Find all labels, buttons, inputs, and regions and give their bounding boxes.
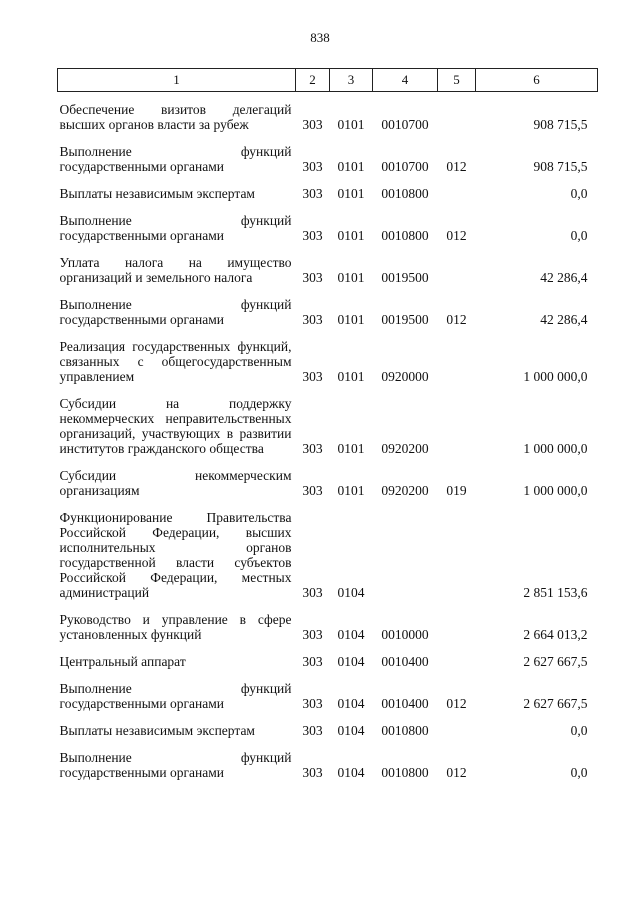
row-col-3: 0101 [337, 270, 365, 285]
row-col-3: 0104 [337, 585, 365, 600]
table-row [58, 243, 598, 285]
row-col-5: 012 [446, 312, 467, 327]
row-amount: 1 000 000,0 [523, 369, 588, 384]
row-col-4: 0019500 [381, 270, 429, 285]
row-amount: 1 000 000,0 [523, 441, 588, 456]
row-name: Выполнение функций государственными органами [59, 144, 292, 174]
row-col-5 [438, 600, 476, 642]
row-col-2: 303 [302, 696, 323, 711]
row-name: Выполнение функций государственными органами [59, 213, 292, 243]
row-col-4: 0920000 [381, 369, 429, 384]
row-name: Реализация государственных функций, связанных с общегосударственным управлением [59, 339, 292, 384]
row-col-5 [438, 498, 476, 600]
row-col-2: 303 [302, 654, 323, 669]
row-name: Выполнение функций государственными органами [59, 297, 292, 327]
row-col-2: 303 [302, 627, 323, 642]
table-row [58, 132, 598, 174]
row-col-3: 0101 [337, 441, 365, 456]
row-col-5 [438, 327, 476, 384]
table-row [58, 201, 598, 243]
row-col-2: 303 [302, 483, 323, 498]
row-col-2: 303 [302, 312, 323, 327]
header-col-4: 4 [373, 69, 438, 92]
row-col-3: 0101 [337, 369, 365, 384]
row-col-5 [438, 92, 476, 133]
table-row [58, 600, 598, 642]
page-number: 838 [310, 30, 330, 45]
row-col-5 [438, 642, 476, 669]
row-amount: 2 851 153,6 [523, 585, 588, 600]
row-col-2: 303 [302, 441, 323, 456]
row-col-5: 019 [446, 483, 467, 498]
row-col-2: 303 [302, 228, 323, 243]
row-amount: 0,0 [570, 228, 588, 243]
row-col-3: 0104 [337, 723, 365, 738]
row-col-4: 0920200 [381, 441, 429, 456]
row-amount: 0,0 [570, 723, 588, 738]
row-amount: 2 664 013,2 [523, 627, 588, 642]
row-col-4: 0010000 [381, 627, 429, 642]
row-col-5 [438, 711, 476, 738]
row-col-2: 303 [302, 117, 323, 132]
table-header [58, 69, 598, 92]
row-col-4: 0019500 [381, 312, 429, 327]
header-col-5: 5 [438, 69, 476, 92]
row-amount: 2 627 667,5 [523, 696, 588, 711]
table-row [58, 456, 598, 498]
row-col-4: 0010400 [381, 696, 429, 711]
table-row [58, 285, 598, 327]
table-row [58, 642, 598, 669]
row-col-3: 0104 [337, 654, 365, 669]
row-col-4: 0010800 [381, 723, 429, 738]
table-row [58, 384, 598, 456]
row-amount: 42 286,4 [540, 270, 588, 285]
row-col-2: 303 [302, 186, 323, 201]
row-amount: 2 627 667,5 [523, 654, 588, 669]
row-col-5 [438, 243, 476, 285]
header-col-1: 1 [58, 69, 296, 92]
row-name: Выполнение функций государственными органами [59, 750, 292, 780]
row-amount: 908 715,5 [533, 117, 588, 132]
row-amount: 42 286,4 [540, 312, 588, 327]
row-col-4: 0010800 [381, 186, 429, 201]
row-col-4: 0010700 [381, 117, 429, 132]
row-name: Выполнение функций государственными органами [59, 681, 292, 711]
table-row [58, 711, 598, 738]
row-col-4: 0920200 [381, 483, 429, 498]
row-col-2: 303 [302, 723, 323, 738]
row-col-2: 303 [302, 765, 323, 780]
row-col-2: 303 [302, 585, 323, 600]
row-amount: 1 000 000,0 [523, 483, 588, 498]
row-col-3: 0104 [337, 696, 365, 711]
row-col-4 [373, 498, 438, 600]
table-row [58, 498, 598, 600]
table-row [58, 738, 598, 780]
budget-table [57, 68, 598, 780]
header-col-2: 2 [296, 69, 330, 92]
table-row [58, 92, 598, 133]
row-name: Руководство и управление в сфере установленных функций [59, 612, 292, 642]
row-col-3: 0101 [337, 312, 365, 327]
row-col-2: 303 [302, 369, 323, 384]
row-col-3: 0101 [337, 117, 365, 132]
row-col-4: 0010800 [381, 228, 429, 243]
row-col-2: 303 [302, 159, 323, 174]
row-col-3: 0101 [337, 159, 365, 174]
row-amount: 908 715,5 [533, 159, 588, 174]
row-col-4: 0010800 [381, 765, 429, 780]
row-name: Субсидии некоммерческим организациям [59, 468, 292, 498]
table-row [58, 174, 598, 201]
row-name: Функционирование Правительства Российской Федерации, высших исполнительных органов государственной власти субъектов Российской Федерации, местных администраций [59, 510, 292, 600]
header-col-6: 6 [476, 69, 598, 92]
row-col-5 [438, 174, 476, 201]
row-col-4: 0010400 [381, 654, 429, 669]
row-name: Центральный аппарат [59, 654, 186, 669]
row-col-4: 0010700 [381, 159, 429, 174]
row-col-5: 012 [446, 765, 467, 780]
table-row [58, 327, 598, 384]
row-amount: 0,0 [570, 186, 588, 201]
row-name: Уплата налога на имущество организаций и земельного налога [59, 255, 292, 285]
table-body [58, 92, 598, 781]
row-col-5: 012 [446, 159, 467, 174]
row-col-3: 0104 [337, 627, 365, 642]
table-row [58, 669, 598, 711]
row-col-3: 0101 [337, 228, 365, 243]
row-name: Выплаты независимым экспертам [59, 186, 255, 201]
row-col-3: 0104 [337, 765, 365, 780]
row-amount: 0,0 [570, 765, 588, 780]
row-col-3: 0101 [337, 186, 365, 201]
row-name: Обеспечение визитов делегаций высших органов власти за рубеж [59, 102, 292, 132]
row-col-5: 012 [446, 696, 467, 711]
row-col-5 [438, 384, 476, 456]
row-name: Субсидии на поддержку некоммерческих неправительственных организаций, участвующих в развитии институтов гражданского общества [59, 396, 292, 456]
header-col-3: 3 [330, 69, 373, 92]
row-col-5: 012 [446, 228, 467, 243]
row-col-3: 0101 [337, 483, 365, 498]
row-name: Выплаты независимым экспертам [59, 723, 255, 738]
row-col-2: 303 [302, 270, 323, 285]
